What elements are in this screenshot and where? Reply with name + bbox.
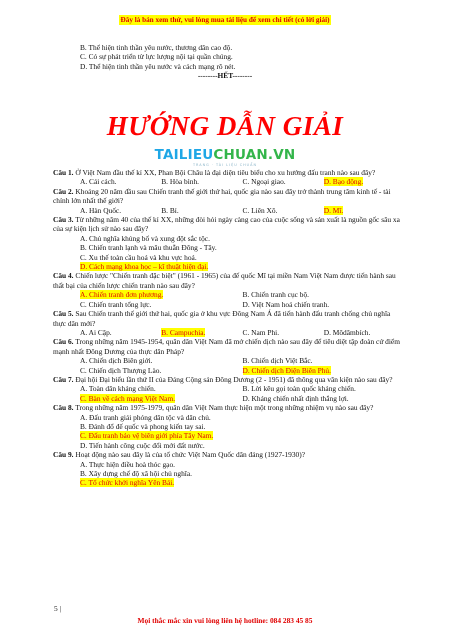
options-list xyxy=(53,384,405,403)
option-cell xyxy=(161,206,242,215)
question-text xyxy=(53,403,405,412)
option-cell xyxy=(80,328,161,337)
previous-question-options xyxy=(80,43,235,71)
logo-part1: TAILIEU xyxy=(154,147,214,163)
answer-option: B. Đánh đổ đế quốc và phong kiến tay sai. xyxy=(80,421,206,431)
top-option: B. Thể hiện tinh thần yêu nước, thương dân cao độ. xyxy=(80,43,233,52)
question-text xyxy=(53,187,405,206)
correct-answer-option: D. Chiến dịch Điện Biên Phủ. xyxy=(242,365,331,375)
question-body: Từ những năm 40 của thế kỉ XX, những đòi hỏi ngày càng cao của cuộc sống và sản xuất là nguồn gốc sâu xa của sự kiện lịch sử nào sau đây? xyxy=(53,215,400,234)
option-cell xyxy=(80,356,243,365)
top-option: D. Thể hiện tinh thần yêu nước và cách mạng rõ nét. xyxy=(80,61,236,71)
options-list xyxy=(53,328,405,337)
answer-option: B. Chiến tranh lạnh và mâu thuẫn Đông - Tây. xyxy=(80,243,217,253)
question-text xyxy=(53,450,405,459)
answer-option: C. Xu thế toàn cầu hoá và khu vực hoá. xyxy=(80,252,197,262)
options-list xyxy=(53,413,405,451)
question-label: Câu 3. xyxy=(53,215,74,225)
options-row xyxy=(80,384,405,393)
answer-option: C. Nam Phi. xyxy=(242,327,280,337)
option-cell xyxy=(161,177,242,186)
options-row xyxy=(80,413,405,422)
option-cell xyxy=(80,253,197,262)
question-text xyxy=(53,337,405,356)
option-cell xyxy=(243,328,324,337)
option-cell xyxy=(243,177,324,186)
answer-option: A. Cải cách. xyxy=(80,177,117,187)
option-cell xyxy=(324,206,405,215)
option-cell xyxy=(161,328,242,337)
option-cell xyxy=(324,328,405,337)
page-title: HƯỚNG DẪN GIẢI xyxy=(106,111,344,141)
answer-option: B. Chiến tranh cục bộ. xyxy=(242,290,310,300)
option-cell xyxy=(243,300,406,309)
page-number: 5 | xyxy=(54,604,62,613)
correct-answer-option: D. Mĩ. xyxy=(323,205,344,215)
correct-answer-option: C. Tổ chức khởi nghĩa Yên Bái. xyxy=(80,478,175,488)
question-block xyxy=(53,187,405,215)
option-cell xyxy=(243,290,406,299)
options-row xyxy=(80,253,405,262)
option-cell xyxy=(80,290,243,299)
answer-option: B. Bỉ. xyxy=(161,205,179,215)
answer-option: C. Chiến tranh tổng lực. xyxy=(80,299,152,309)
options-list xyxy=(53,460,405,488)
options-row xyxy=(80,206,405,215)
logo-part2: CHUAN.VN xyxy=(213,147,296,163)
options-list xyxy=(53,234,405,272)
question-label: Câu 8. xyxy=(53,403,74,413)
answer-option: B. Chiến dịch Việt Bắc. xyxy=(242,356,313,366)
answer-section xyxy=(53,168,405,488)
answer-option: A. Chiến dịch Biên giới. xyxy=(80,356,153,366)
option-cell xyxy=(80,441,205,450)
option-cell xyxy=(243,356,406,365)
option-cell xyxy=(80,431,213,440)
question-block xyxy=(53,375,405,403)
preview-banner-text: Đây là bản xem thử, vui lòng mua tài liệu để xem chi tiết (có lời giải) xyxy=(120,16,330,24)
question-block xyxy=(53,215,405,271)
option-cell xyxy=(80,422,205,431)
question-label: Câu 7. xyxy=(53,374,74,384)
hotline-footer: Mọi thắc mắc xin vui lòng liên hệ hotline: 084 283 45 85 xyxy=(137,616,313,625)
answer-option: A. Đấu tranh giải phóng dân tộc và dân chủ. xyxy=(80,412,211,422)
question-block xyxy=(53,450,405,488)
option-cell xyxy=(80,394,243,403)
question-label: Câu 9. xyxy=(53,450,74,460)
correct-answer-option: D. Bạo động. xyxy=(323,177,364,187)
answer-option: D. Môdămbích. xyxy=(323,327,371,337)
answer-option: A. Thực hiện điều hoà thóc gạo. xyxy=(80,459,175,469)
question-block xyxy=(53,168,405,187)
option-cell xyxy=(80,384,243,393)
option-cell xyxy=(243,206,324,215)
options-row xyxy=(80,262,405,271)
answer-option: B. Xây dựng chế độ xã hội chủ nghĩa. xyxy=(80,469,192,478)
question-label: Câu 4. xyxy=(53,271,74,281)
end-marker: --------HẾT-------- xyxy=(197,71,253,80)
answer-option: A. Chủ nghĩa khủng bố và xung đột sắc tộc. xyxy=(80,233,210,243)
question-body: Ở Việt Nam đầu thế kỉ XX, Phan Bội Châu là đại diện tiêu biểu cho xu hướng đấu tranh nào sau đây? xyxy=(75,168,376,177)
options-list xyxy=(53,206,405,215)
options-list xyxy=(53,356,405,375)
question-body: Hoạt động nào sau đây là của tổ chức Việt Nam Quốc dân đảng (1927-1930)? xyxy=(75,450,305,460)
options-row xyxy=(80,460,405,469)
option-cell xyxy=(80,243,217,252)
option-cell xyxy=(80,300,243,309)
option-cell xyxy=(80,478,174,487)
option-cell xyxy=(80,460,175,469)
option-cell xyxy=(324,177,405,186)
correct-answer-option: B. Campuchia. xyxy=(161,327,206,337)
options-row xyxy=(80,328,405,337)
question-text xyxy=(53,215,405,234)
option-cell xyxy=(80,262,208,271)
options-row xyxy=(80,469,405,478)
options-row xyxy=(80,177,405,186)
option-cell xyxy=(243,394,406,403)
option-cell xyxy=(243,384,406,393)
answer-option: A. Ai Cập. xyxy=(80,327,112,337)
options-row xyxy=(80,366,405,375)
question-label: Câu 5. xyxy=(53,309,74,319)
question-body: Trong những năm 1945-1954, quân dân Việt Nam đã mở chiến dịch nào sau đây để tiêu diệt tập đoàn cứ điểm mạnh nhất Đông Dương của thực dân Pháp? xyxy=(53,337,400,356)
option-cell xyxy=(243,366,406,375)
options-row xyxy=(80,234,405,243)
option-cell xyxy=(80,206,161,215)
answer-option: A. Hàn Quốc. xyxy=(80,205,122,215)
options-list xyxy=(53,290,405,309)
question-label: Câu 1. xyxy=(53,168,74,177)
answer-option: B. Lời kêu gọi toàn quốc kháng chiến. xyxy=(242,384,356,394)
logo-wordmark xyxy=(155,148,296,163)
top-option: C. Có sự phát triển từ lực lượng nội tại quần chúng. xyxy=(80,52,233,62)
answer-option: C. Liên Xô. xyxy=(242,205,278,215)
options-row xyxy=(80,243,405,252)
options-row xyxy=(80,394,405,403)
options-row xyxy=(80,356,405,365)
question-text xyxy=(53,168,405,177)
option-cell xyxy=(80,413,211,422)
question-text xyxy=(53,309,405,328)
question-label: Câu 6. xyxy=(53,337,74,347)
options-row xyxy=(80,300,405,309)
question-body: Chiến lược "Chiến tranh đặc biệt" (1961 - 1965) của đế quốc Mĩ tại miền Nam Việt Nam được tiến hành sau thất bại của chiến lược chiến tranh nào sau đây? xyxy=(53,271,396,290)
answer-option: C. Ngoại giao. xyxy=(242,177,286,187)
correct-answer-option: C. Đấu tranh bảo vệ biên giới phía Tây Nam. xyxy=(80,431,214,441)
question-block xyxy=(53,337,405,375)
answer-option: A. Toàn dân kháng chiến. xyxy=(80,384,156,394)
options-list xyxy=(53,177,405,186)
correct-answer-option: D. Cách mạng khoa học – kĩ thuật hiện đại. xyxy=(80,262,209,272)
option-cell xyxy=(80,366,243,375)
answer-option: C. Chiến dịch Thượng Lào. xyxy=(80,365,162,375)
question-text xyxy=(53,271,405,290)
question-block xyxy=(53,309,405,337)
question-body: Sau Chiến tranh thế giới thứ hai, quốc gia ở khu vực Đông Nam Á đã tiến hành đấu tranh chống chủ nghĩa thực dân mới? xyxy=(53,309,391,328)
option-cell xyxy=(80,234,210,243)
options-row xyxy=(80,422,405,431)
question-block xyxy=(53,271,405,309)
question-text xyxy=(53,375,405,384)
options-row xyxy=(80,431,405,440)
answer-option: B. Hòa bình. xyxy=(161,177,200,187)
question-body: Khoảng 20 năm đầu sau Chiến tranh thế giới thứ hai, quốc gia nào sau đây trở thành trung tâm kinh tế - tài chính lớn nhất thế giới? xyxy=(53,186,391,206)
option-cell xyxy=(80,469,192,478)
answer-option: D. Tiến hành công cuộc đổi mới đất nước. xyxy=(80,440,205,450)
options-row xyxy=(80,441,405,450)
option-cell xyxy=(80,177,161,186)
options-row xyxy=(80,290,405,299)
tailieuchuan-logo xyxy=(0,146,450,167)
question-body: Đại hội Đại biểu lần thứ II của Đảng Cộng sản Đông Dương (2 - 1951) đã thông qua văn kiện nào sau đây? xyxy=(75,374,393,384)
correct-answer-option: C. Bàn về cách mạng Việt Nam. xyxy=(80,393,176,403)
preview-banner xyxy=(0,9,450,27)
correct-answer-option: A. Chiến tranh đơn phương. xyxy=(80,290,164,300)
logo-tagline: TRANG · TÀI LIỆU CHUẨN xyxy=(192,163,258,167)
options-row xyxy=(80,478,405,487)
question-label: Câu 2. xyxy=(53,186,74,196)
answer-option: D. Việt Nam hoá chiến tranh. xyxy=(242,299,330,309)
question-body: Trong những năm 1975-1979, quân dân Việt Nam thực hiện một trong những nhiệm vụ nào sau đây? xyxy=(75,403,374,413)
answer-option: D. Kháng chiến nhất định thắng lợi. xyxy=(242,393,349,403)
question-block xyxy=(53,403,405,450)
